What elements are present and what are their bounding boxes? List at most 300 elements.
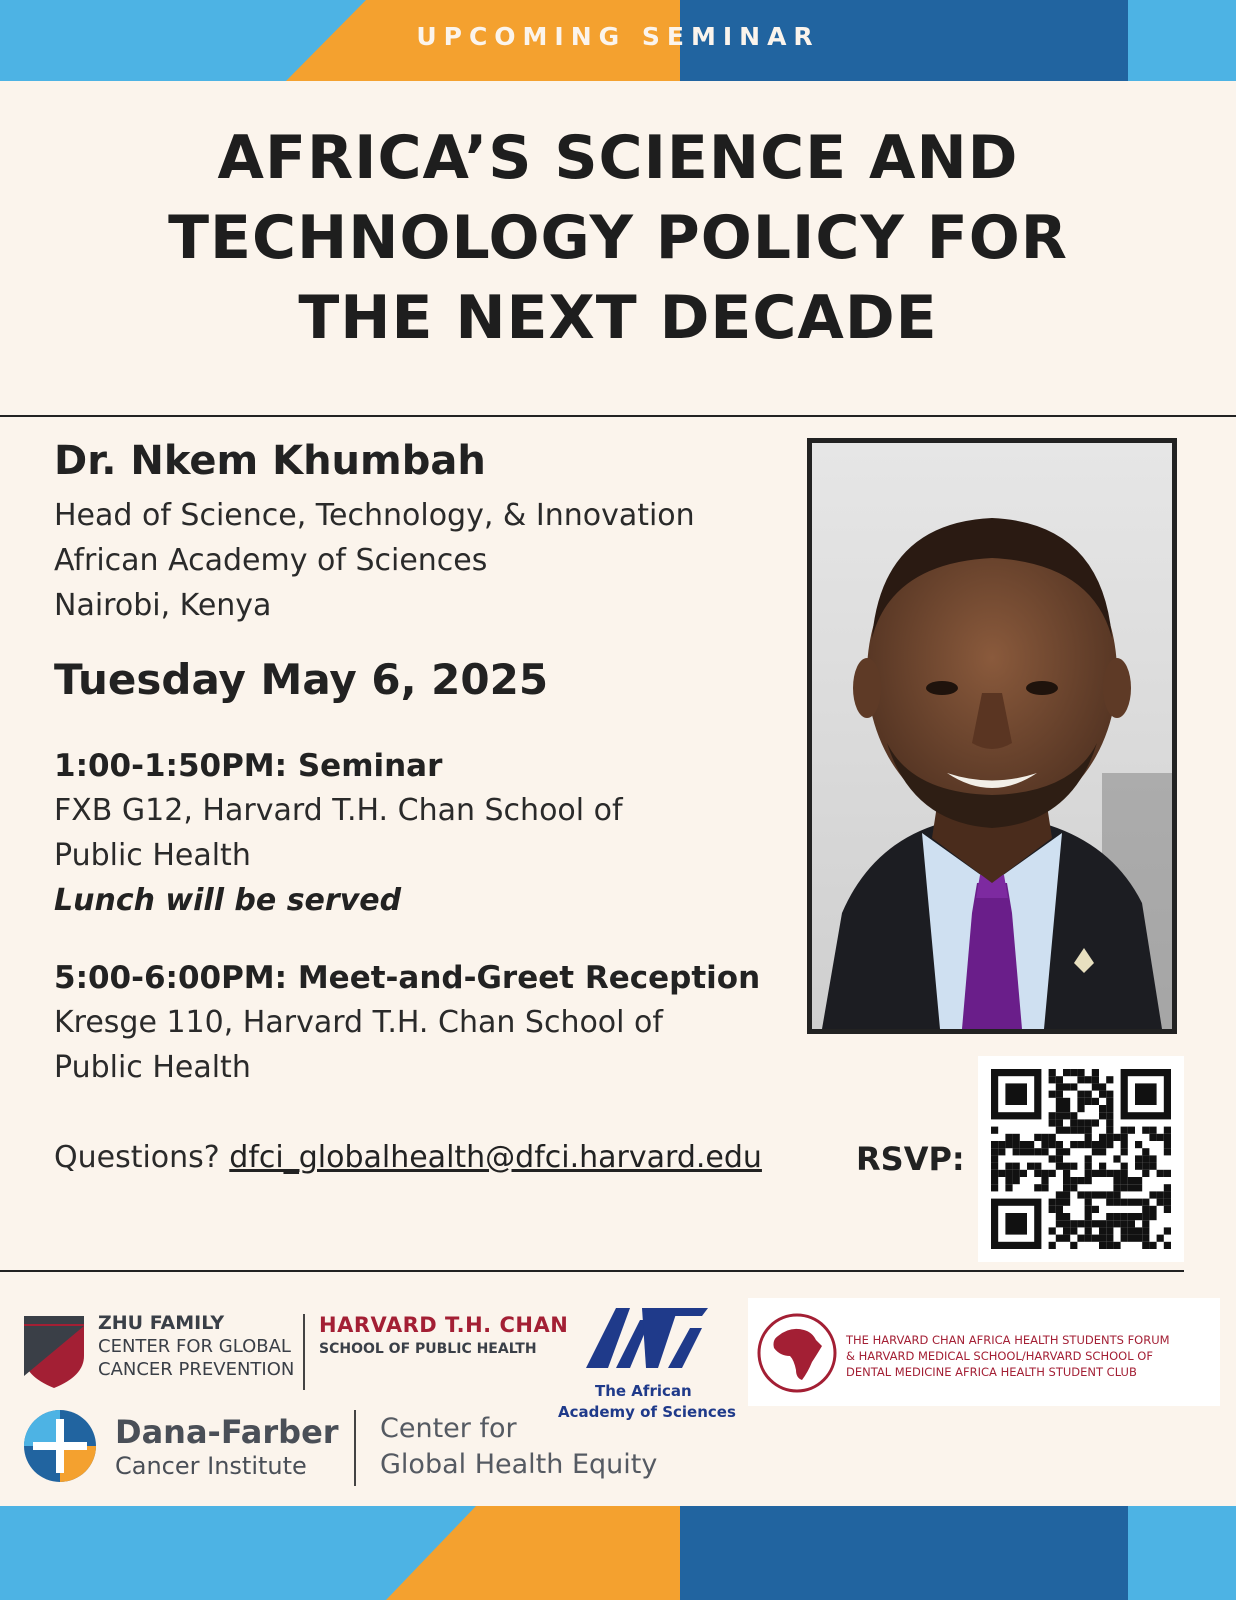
- speaker-photo: [807, 438, 1177, 1034]
- qr-module: [991, 1177, 998, 1184]
- qr-module: [1092, 1220, 1099, 1227]
- speaker-role: Head of Science, Technology, & Innovation: [54, 498, 695, 533]
- qr-module: [991, 1127, 998, 1134]
- qr-module: [1049, 1076, 1056, 1083]
- qr-module: [1041, 1177, 1048, 1184]
- qr-module: [1099, 1148, 1106, 1155]
- qr-module: [1106, 1220, 1113, 1227]
- qr-module: [1121, 1199, 1128, 1206]
- chan-line-2: SCHOOL OF PUBLIC HEALTH: [319, 1341, 537, 1357]
- forum-line-3: DENTAL MEDICINE AFRICA HEALTH STUDENT CLUB: [846, 1365, 1137, 1379]
- qr-module: [1121, 1163, 1128, 1170]
- speaker-location: Nairobi, Kenya: [54, 588, 272, 623]
- qr-module: [1149, 1155, 1156, 1162]
- qr-module: [1085, 1076, 1092, 1083]
- qr-module: [1099, 1141, 1106, 1148]
- qr-module: [1106, 1091, 1113, 1098]
- qr-module: [1005, 1163, 1012, 1170]
- qr-module: [1077, 1069, 1084, 1076]
- qr-module: [1005, 1134, 1012, 1141]
- qr-module: [1106, 1242, 1113, 1249]
- questions-line: [54, 1140, 762, 1175]
- qr-module: [1149, 1206, 1156, 1213]
- qr-module: [1049, 1155, 1056, 1162]
- qr-module: [1063, 1177, 1070, 1184]
- qr-module: [1085, 1134, 1092, 1141]
- qr-module: [1056, 1119, 1063, 1126]
- forum-line-1: THE HARVARD CHAN AFRICA HEALTH STUDENTS FORUM: [846, 1333, 1170, 1347]
- zhu-line-2: CENTER FOR GLOBAL: [98, 1336, 291, 1357]
- qr-module: [1085, 1127, 1092, 1134]
- qr-module: [991, 1141, 998, 1148]
- qr-module: [1034, 1170, 1041, 1177]
- divider-bottom: [0, 1270, 1184, 1272]
- qr-module: [1142, 1206, 1149, 1213]
- qr-module: [1113, 1155, 1120, 1162]
- qr-module: [1121, 1235, 1128, 1242]
- qr-module: [1142, 1227, 1149, 1234]
- qr-module: [1013, 1141, 1020, 1148]
- qr-module: [1005, 1213, 1027, 1235]
- qr-module: [1085, 1177, 1092, 1184]
- qr-module: [1005, 1083, 1027, 1105]
- qr-module: [1092, 1206, 1099, 1213]
- qr-module: [1092, 1083, 1099, 1090]
- qr-module: [1070, 1127, 1077, 1134]
- qr-module: [1113, 1177, 1120, 1184]
- qr-module: [1063, 1199, 1070, 1206]
- rsvp-qr-code[interactable]: [978, 1056, 1184, 1262]
- qr-module: [1092, 1069, 1099, 1076]
- qr-module: [1164, 1134, 1171, 1141]
- qr-module: [1113, 1191, 1120, 1198]
- qr-module: [1085, 1206, 1092, 1213]
- qr-module: [991, 1163, 998, 1170]
- qr-module: [1106, 1098, 1113, 1105]
- qr-module: [1005, 1184, 1012, 1191]
- qr-module: [1157, 1235, 1164, 1242]
- qr-module: [1085, 1191, 1092, 1198]
- qr-module: [1077, 1105, 1084, 1112]
- qr-module: [1142, 1199, 1149, 1206]
- qr-module: [1013, 1177, 1020, 1184]
- qr-module: [1135, 1163, 1142, 1170]
- qr-module: [1005, 1170, 1012, 1177]
- qr-module: [1085, 1220, 1092, 1227]
- qr-module: [1070, 1177, 1077, 1184]
- reception-location-line-2: Public Health: [54, 1050, 251, 1085]
- qr-module: [1056, 1148, 1063, 1155]
- qr-module: [1121, 1170, 1128, 1177]
- chan-line-1: HARVARD T.H. CHAN: [319, 1313, 569, 1337]
- qr-module: [1077, 1235, 1084, 1242]
- qr-module: [1085, 1119, 1092, 1126]
- qr-module: [1077, 1141, 1084, 1148]
- qr-module: [1164, 1206, 1171, 1213]
- qr-module: [1092, 1170, 1099, 1177]
- event-date: Tuesday May 6, 2025: [54, 655, 549, 704]
- qr-module: [1056, 1098, 1063, 1105]
- qr-module: [1142, 1170, 1149, 1177]
- qr-module: [1135, 1155, 1142, 1162]
- qr-module: [1034, 1184, 1041, 1191]
- title-line-2: TECHNOLOGY POLICY FOR: [168, 203, 1068, 273]
- qr-module: [1085, 1213, 1092, 1220]
- qr-module: [1063, 1163, 1070, 1170]
- qr-module: [1070, 1220, 1077, 1227]
- qr-module: [1085, 1163, 1092, 1170]
- qr-module: [1056, 1105, 1063, 1112]
- qr-module: [1099, 1235, 1106, 1242]
- qr-module: [1056, 1206, 1063, 1213]
- qr-module: [1063, 1112, 1070, 1119]
- qr-module: [1135, 1141, 1142, 1148]
- qr-module: [1149, 1242, 1156, 1249]
- qr-module: [1020, 1148, 1027, 1155]
- qr-module: [1106, 1227, 1113, 1234]
- speaker-organization: African Academy of Sciences: [54, 543, 488, 578]
- qr-module: [1041, 1184, 1048, 1191]
- qr-module: [1049, 1134, 1056, 1141]
- aas-emblem-icon: [586, 1302, 708, 1372]
- qr-module: [1063, 1227, 1070, 1234]
- qr-module: [1049, 1206, 1056, 1213]
- qr-module: [1092, 1235, 1099, 1242]
- qr-module: [1092, 1191, 1099, 1198]
- qr-module: [1106, 1235, 1113, 1242]
- qr-module: [991, 1184, 998, 1191]
- qr-module: [1157, 1199, 1164, 1206]
- qr-module: [1106, 1141, 1113, 1148]
- qr-module: [1149, 1134, 1156, 1141]
- qr-module: [1128, 1235, 1135, 1242]
- qr-module: [1106, 1191, 1113, 1198]
- qr-module: [1121, 1227, 1128, 1234]
- qr-module: [1077, 1098, 1084, 1105]
- qr-module: [1149, 1191, 1156, 1198]
- speaker-name: Dr. Nkem Khumbah: [54, 438, 486, 484]
- logo-divider-2: [354, 1410, 356, 1486]
- qr-module: [1063, 1170, 1070, 1177]
- qr-module: [1121, 1177, 1128, 1184]
- qr-module: [1027, 1163, 1034, 1170]
- qr-module: [1099, 1220, 1106, 1227]
- qr-module: [1135, 1199, 1142, 1206]
- qr-module: [1056, 1083, 1063, 1090]
- qr-module: [1027, 1141, 1034, 1148]
- qr-module: [1056, 1163, 1063, 1170]
- qr-module: [1049, 1141, 1056, 1148]
- qr-module: [1049, 1112, 1056, 1119]
- qr-module: [1142, 1220, 1149, 1227]
- qr-module: [1041, 1134, 1048, 1141]
- qr-module: [1056, 1141, 1063, 1148]
- qr-module: [1085, 1235, 1092, 1242]
- qr-module: [1128, 1127, 1135, 1134]
- qr-module: [1041, 1141, 1048, 1148]
- qr-module: [1077, 1091, 1084, 1098]
- qr-module: [1092, 1141, 1099, 1148]
- qr-module: [1092, 1148, 1099, 1155]
- qr-module: [1056, 1199, 1063, 1206]
- top-banner: [0, 0, 1236, 81]
- qr-module: [1085, 1199, 1092, 1206]
- dfci-line-1: Dana-Farber: [115, 1413, 339, 1451]
- qr-module: [1135, 1227, 1142, 1234]
- qr-module: [1085, 1098, 1092, 1105]
- qr-module: [1077, 1177, 1084, 1184]
- qr-module: [1164, 1199, 1171, 1206]
- qr-module: [1106, 1170, 1113, 1177]
- qr-module: [1106, 1105, 1113, 1112]
- qr-module: [1077, 1127, 1084, 1134]
- qr-module: [1099, 1112, 1106, 1119]
- qr-module: [1070, 1119, 1077, 1126]
- qr-module: [1128, 1184, 1135, 1191]
- qr-module: [1034, 1163, 1041, 1170]
- qr-module: [1063, 1184, 1070, 1191]
- qr-module: [1099, 1134, 1106, 1141]
- qr-module: [1142, 1127, 1149, 1134]
- qr-module: [1063, 1069, 1070, 1076]
- qr-module: [1106, 1199, 1113, 1206]
- qr-module: [1020, 1141, 1027, 1148]
- qr-module: [1113, 1199, 1120, 1206]
- seminar-time: 1:00-1:50PM: Seminar: [54, 748, 443, 784]
- qr-module: [1164, 1242, 1171, 1249]
- qr-module: [1070, 1163, 1077, 1170]
- qr-module: [1135, 1083, 1157, 1105]
- qr-module: [1113, 1242, 1120, 1249]
- lunch-note: Lunch will be served: [54, 883, 402, 918]
- seminar-title: [0, 118, 1236, 358]
- qr-module: [1135, 1184, 1142, 1191]
- qr-module: [1056, 1191, 1063, 1198]
- qr-module: [1070, 1184, 1077, 1191]
- africa-health-forum-logo: [748, 1298, 1220, 1406]
- qr-module: [1099, 1191, 1106, 1198]
- qr-module: [1077, 1191, 1084, 1198]
- qr-module: [1099, 1091, 1106, 1098]
- qr-module: [1063, 1213, 1070, 1220]
- qr-module: [1113, 1170, 1120, 1177]
- qr-module: [1106, 1134, 1113, 1141]
- dana-farber-emblem-icon: [23, 1409, 97, 1483]
- qr-module: [1063, 1083, 1070, 1090]
- qr-module: [1041, 1148, 1048, 1155]
- qr-module: [1113, 1213, 1120, 1220]
- upcoming-seminar-label: UPCOMING SEMINAR: [416, 22, 820, 51]
- qr-module: [1099, 1170, 1106, 1177]
- qr-module: [1085, 1227, 1092, 1234]
- qr-module: [1113, 1184, 1120, 1191]
- qr-module: [1013, 1163, 1020, 1170]
- qr-module: [1077, 1076, 1084, 1083]
- qr-module: [1049, 1199, 1056, 1206]
- qr-module: [1077, 1220, 1084, 1227]
- qr-module: [1142, 1235, 1149, 1242]
- cghe-line-2: Global Health Equity: [380, 1449, 658, 1480]
- qr-module: [1135, 1235, 1142, 1242]
- qr-module: [1164, 1141, 1171, 1148]
- qr-module: [1113, 1134, 1120, 1141]
- qr-module: [1077, 1119, 1084, 1126]
- qr-module: [1135, 1177, 1142, 1184]
- qr-module: [998, 1170, 1005, 1177]
- qr-module: [1063, 1235, 1070, 1242]
- qr-module: [1121, 1134, 1128, 1141]
- bottom-banner-graphic: [0, 1506, 1236, 1600]
- zhu-line-3: CANCER PREVENTION: [98, 1359, 295, 1380]
- qr-module: [1164, 1191, 1171, 1198]
- qr-code-graphic: [978, 1056, 1184, 1262]
- qr-module: [1085, 1170, 1092, 1177]
- cghe-line-1: Center for: [380, 1413, 517, 1444]
- qr-module: [1157, 1134, 1164, 1141]
- qr-module: [1020, 1170, 1027, 1177]
- qr-module: [1142, 1163, 1149, 1170]
- qr-module: [1106, 1127, 1113, 1134]
- qr-module: [1049, 1227, 1056, 1234]
- qr-module: [1034, 1134, 1041, 1141]
- qr-module: [1106, 1213, 1113, 1220]
- qr-module: [1092, 1098, 1099, 1105]
- qr-module: [998, 1148, 1005, 1155]
- qr-module: [998, 1141, 1005, 1148]
- dfci-line-2: Cancer Institute: [115, 1452, 307, 1480]
- qr-module: [1092, 1119, 1099, 1126]
- qr-module: [1013, 1170, 1020, 1177]
- qr-module: [1041, 1170, 1048, 1177]
- qr-module: [991, 1155, 998, 1162]
- qr-module: [1005, 1177, 1012, 1184]
- qr-module: [1056, 1076, 1063, 1083]
- qr-module: [1142, 1148, 1149, 1155]
- qr-module: [1049, 1119, 1056, 1126]
- qr-module: [1070, 1112, 1077, 1119]
- qr-module: [1099, 1105, 1106, 1112]
- qr-module: [1070, 1141, 1077, 1148]
- qr-module: [1049, 1170, 1056, 1177]
- qr-module: [1099, 1083, 1106, 1090]
- qr-module: [1005, 1141, 1012, 1148]
- qr-module: [1013, 1134, 1020, 1141]
- qr-module: [1063, 1105, 1070, 1112]
- qr-module: [1142, 1242, 1149, 1249]
- qr-module: [1157, 1191, 1164, 1198]
- qr-module: [1056, 1127, 1063, 1134]
- reception-location-line-1: Kresge 110, Harvard T.H. Chan School of: [54, 1005, 663, 1040]
- qr-module: [1063, 1098, 1070, 1105]
- title-line-3: THE NEXT DECADE: [298, 283, 938, 353]
- qr-module: [1085, 1141, 1092, 1148]
- seminar-location-line-1: FXB G12, Harvard T.H. Chan School of: [54, 793, 623, 828]
- qr-module: [1085, 1091, 1092, 1098]
- qr-module: [1034, 1148, 1041, 1155]
- qr-module: [1049, 1069, 1056, 1076]
- speaker-portrait: [812, 443, 1172, 1029]
- qr-module: [1070, 1242, 1077, 1249]
- qr-module: [1113, 1220, 1120, 1227]
- qr-module: [1164, 1184, 1171, 1191]
- qr-module: [991, 1170, 998, 1177]
- bottom-banner: [0, 1506, 1236, 1600]
- zhu-shield-icon: [24, 1316, 84, 1388]
- qr-module: [1149, 1127, 1156, 1134]
- qr-module: [1142, 1155, 1149, 1162]
- qr-module: [1121, 1184, 1128, 1191]
- qr-module: [1063, 1127, 1070, 1134]
- qr-module: [1056, 1220, 1063, 1227]
- qr-module: [1164, 1148, 1171, 1155]
- qr-module: [1099, 1227, 1106, 1234]
- qr-module: [1063, 1148, 1070, 1155]
- reception-time: 5:00-6:00PM: Meet-and-Greet Reception: [54, 960, 761, 996]
- qr-module: [1056, 1213, 1063, 1220]
- qr-module: [1056, 1155, 1063, 1162]
- qr-module: [1106, 1119, 1113, 1126]
- qr-module: [1128, 1199, 1135, 1206]
- qr-module: [1164, 1170, 1171, 1177]
- qr-module: [1013, 1148, 1020, 1155]
- qr-module: [1049, 1242, 1056, 1249]
- questions-label: Questions?: [54, 1140, 220, 1175]
- qr-module: [1106, 1112, 1113, 1119]
- qr-module: [1070, 1083, 1077, 1090]
- qr-module: [1135, 1213, 1142, 1220]
- title-line-1: AFRICA’S SCIENCE AND: [217, 123, 1019, 193]
- seminar-location-line-2: Public Health: [54, 838, 251, 873]
- qr-module: [1149, 1163, 1156, 1170]
- qr-module: [1164, 1227, 1171, 1234]
- qr-module: [1128, 1177, 1135, 1184]
- qr-module: [1085, 1155, 1092, 1162]
- qr-module: [991, 1148, 998, 1155]
- qr-module: [1121, 1127, 1128, 1134]
- qr-module: [1049, 1091, 1056, 1098]
- forum-line-2: & HARVARD MEDICAL SCHOOL/HARVARD SCHOOL OF: [846, 1349, 1153, 1363]
- qr-module: [1099, 1163, 1106, 1170]
- qr-module: [1128, 1213, 1135, 1220]
- qr-module: [1099, 1242, 1106, 1249]
- qr-module: [1063, 1191, 1070, 1198]
- qr-module: [1157, 1170, 1164, 1177]
- qr-module: [1149, 1213, 1156, 1220]
- qr-module: [1056, 1112, 1063, 1119]
- qr-module: [1164, 1127, 1171, 1134]
- qr-module: [1128, 1227, 1135, 1234]
- rsvp-label: RSVP:: [856, 1140, 965, 1178]
- qr-module: [1027, 1148, 1034, 1155]
- divider-top: [0, 415, 1236, 417]
- qr-module: [1142, 1213, 1149, 1220]
- zhu-line-1: ZHU FAMILY: [98, 1312, 225, 1334]
- qr-module: [1121, 1213, 1128, 1220]
- qr-module: [1106, 1076, 1113, 1083]
- qr-module: [1121, 1141, 1128, 1148]
- qr-module: [1128, 1220, 1135, 1227]
- qr-module: [1070, 1069, 1077, 1076]
- aas-line-2: Academy of Sciences: [558, 1403, 736, 1421]
- contact-email-link[interactable]: dfci_globalhealth@dfci.harvard.edu: [229, 1140, 762, 1175]
- qr-module: [1121, 1148, 1128, 1155]
- qr-module: [1121, 1220, 1128, 1227]
- africa-map-icon: [756, 1312, 838, 1394]
- qr-module: [1056, 1235, 1063, 1242]
- qr-module: [1056, 1091, 1063, 1098]
- aas-line-1: The African: [595, 1382, 692, 1400]
- qr-module: [1070, 1227, 1077, 1234]
